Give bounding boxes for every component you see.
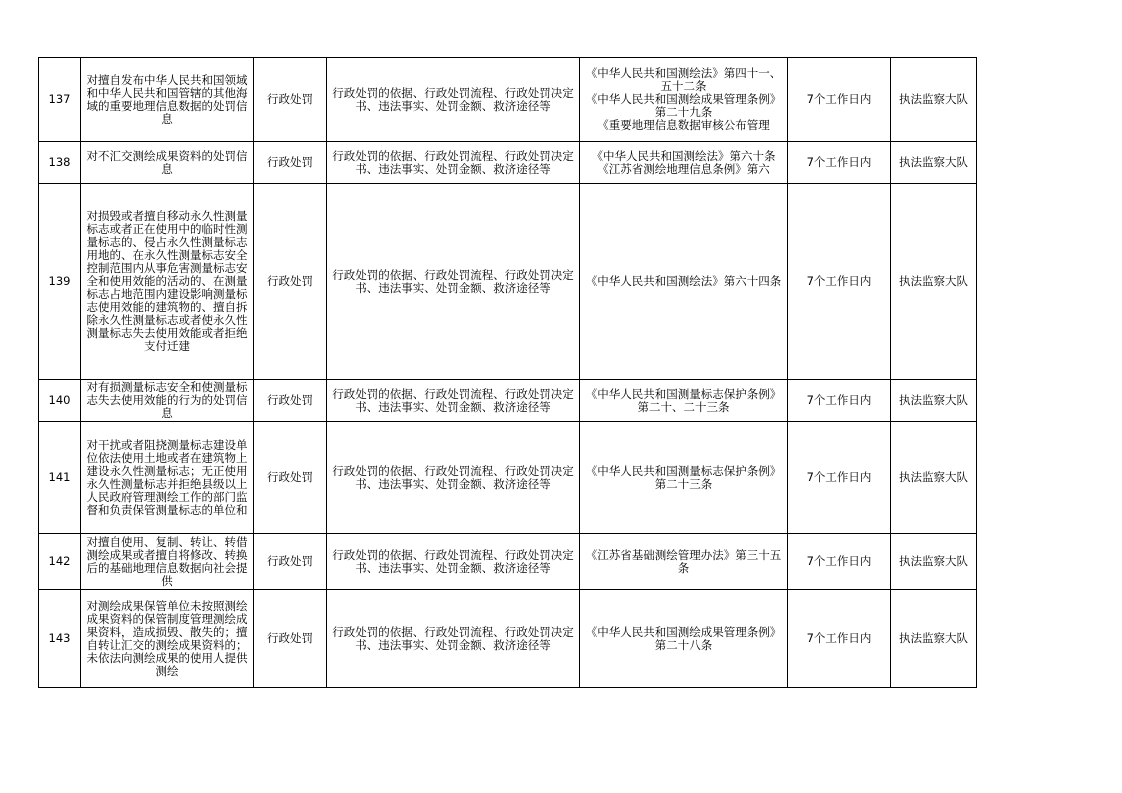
table-row bbox=[39, 380, 977, 422]
row-number: 141 bbox=[39, 422, 81, 534]
table-row bbox=[39, 58, 977, 142]
legal-basis: 《江苏省基础测绘管理办法》第三十五条 bbox=[580, 534, 788, 590]
item-name: 对干扰或者阻挠测量标志建设单位依法使用土地或者在建筑物上建设永久性测量标志；无正使用永久性测量标志并拒绝县级以上人民政府管理测绘工作的部门监督和负责保管测量标志的单位和 bbox=[81, 422, 254, 534]
row-number: 140 bbox=[39, 380, 81, 422]
row-number: 142 bbox=[39, 534, 81, 590]
legal-basis: 《中华人民共和国测绘法》第六十条 《江苏省测绘地理信息条例》第六 bbox=[580, 142, 788, 184]
responsible-dept: 执法监察大队 bbox=[891, 142, 977, 184]
item-name: 对擅自使用、复制、转让、转借测绘成果或者擅自将修改、转换后的基础地理信息数据向社会提供 bbox=[81, 534, 254, 590]
item-type: 行政处罚 bbox=[254, 590, 327, 688]
item-type: 行政处罚 bbox=[254, 142, 327, 184]
disclosure-content: 行政处罚的依据、行政处罚流程、行政处罚决定书、违法事实、处罚金额、救济途径等 bbox=[327, 422, 580, 534]
time-limit: 7个工作日内 bbox=[788, 142, 891, 184]
item-name: 对有损测量标志安全和使测量标志失去使用效能的行为的处罚信息 bbox=[81, 380, 254, 422]
responsible-dept: 执法监察大队 bbox=[891, 184, 977, 380]
responsible-dept: 执法监察大队 bbox=[891, 534, 977, 590]
responsible-dept: 执法监察大队 bbox=[891, 58, 977, 142]
item-type: 行政处罚 bbox=[254, 422, 327, 534]
legal-basis: 《中华人民共和国测绘成果管理条例》第二十八条 bbox=[580, 590, 788, 688]
disclosure-content: 行政处罚的依据、行政处罚流程、行政处罚决定书、违法事实、处罚金额、救济途径等 bbox=[327, 184, 580, 380]
item-type: 行政处罚 bbox=[254, 58, 327, 142]
item-name: 对损毁或者擅自移动永久性测量标志或者正在使用中的临时性测量标志的、侵占永久性测量标志用地的、在永久性测量标志安全控制范围内从事危害测量标志安全和使用效能的活动的、在测量标志占地范围内建设影响测量标志使用效能的建筑物的、擅自拆除永久性测量标志或者使永久性测量标志失去使用效能或者拒绝支付迁建 bbox=[81, 184, 254, 380]
time-limit: 7个工作日内 bbox=[788, 590, 891, 688]
disclosure-content: 行政处罚的依据、行政处罚流程、行政处罚决定书、违法事实、处罚金额、救济途径等 bbox=[327, 590, 580, 688]
item-type: 行政处罚 bbox=[254, 534, 327, 590]
time-limit: 7个工作日内 bbox=[788, 534, 891, 590]
responsible-dept: 执法监察大队 bbox=[891, 380, 977, 422]
responsible-dept: 执法监察大队 bbox=[891, 590, 977, 688]
time-limit: 7个工作日内 bbox=[788, 422, 891, 534]
row-number: 138 bbox=[39, 142, 81, 184]
legal-basis: 《中华人民共和国测绘法》第四十一、五十二条 《中华人民共和国测绘成果管理条例》第二十九条 《重要地理信息数据审核公布管理 bbox=[580, 58, 788, 142]
table-row bbox=[39, 590, 977, 688]
item-name: 对测绘成果保管单位未按照测绘成果资料的保管制度管理测绘成果资料，造成损毁、散失的；擅自转让汇交的测绘成果资料的；未依法向测绘成果的使用人提供测绘 bbox=[81, 590, 254, 688]
legal-basis: 《中华人民共和国测绘法》第六十四条 bbox=[580, 184, 788, 380]
legal-basis: 《中华人民共和国测量标志保护条例》第二十三条 bbox=[580, 422, 788, 534]
disclosure-content: 行政处罚的依据、行政处罚流程、行政处罚决定书、违法事实、处罚金额、救济途径等 bbox=[327, 534, 580, 590]
row-number: 143 bbox=[39, 590, 81, 688]
row-number: 137 bbox=[39, 58, 81, 142]
disclosure-content: 行政处罚的依据、行政处罚流程、行政处罚决定书、违法事实、处罚金额、救济途径等 bbox=[327, 380, 580, 422]
item-type: 行政处罚 bbox=[254, 184, 327, 380]
time-limit: 7个工作日内 bbox=[788, 58, 891, 142]
responsible-dept: 执法监察大队 bbox=[891, 422, 977, 534]
table-row bbox=[39, 142, 977, 184]
table-row bbox=[39, 184, 977, 380]
table-row bbox=[39, 422, 977, 534]
table-row bbox=[39, 534, 977, 590]
legal-basis: 《中华人民共和国测量标志保护条例》第二十、二十三条 bbox=[580, 380, 788, 422]
disclosure-content: 行政处罚的依据、行政处罚流程、行政处罚决定书、违法事实、处罚金额、救济途径等 bbox=[327, 58, 580, 142]
time-limit: 7个工作日内 bbox=[788, 380, 891, 422]
item-name: 对不汇交测绘成果资料的处罚信息 bbox=[81, 142, 254, 184]
time-limit: 7个工作日内 bbox=[788, 184, 891, 380]
disclosure-content: 行政处罚的依据、行政处罚流程、行政处罚决定书、违法事实、处罚金额、救济途径等 bbox=[327, 142, 580, 184]
item-type: 行政处罚 bbox=[254, 380, 327, 422]
records-table bbox=[38, 57, 977, 688]
item-name: 对擅自发布中华人民共和国领域和中华人民共和国管辖的其他海域的重要地理信息数据的处罚信息 bbox=[81, 58, 254, 142]
row-number: 139 bbox=[39, 184, 81, 380]
